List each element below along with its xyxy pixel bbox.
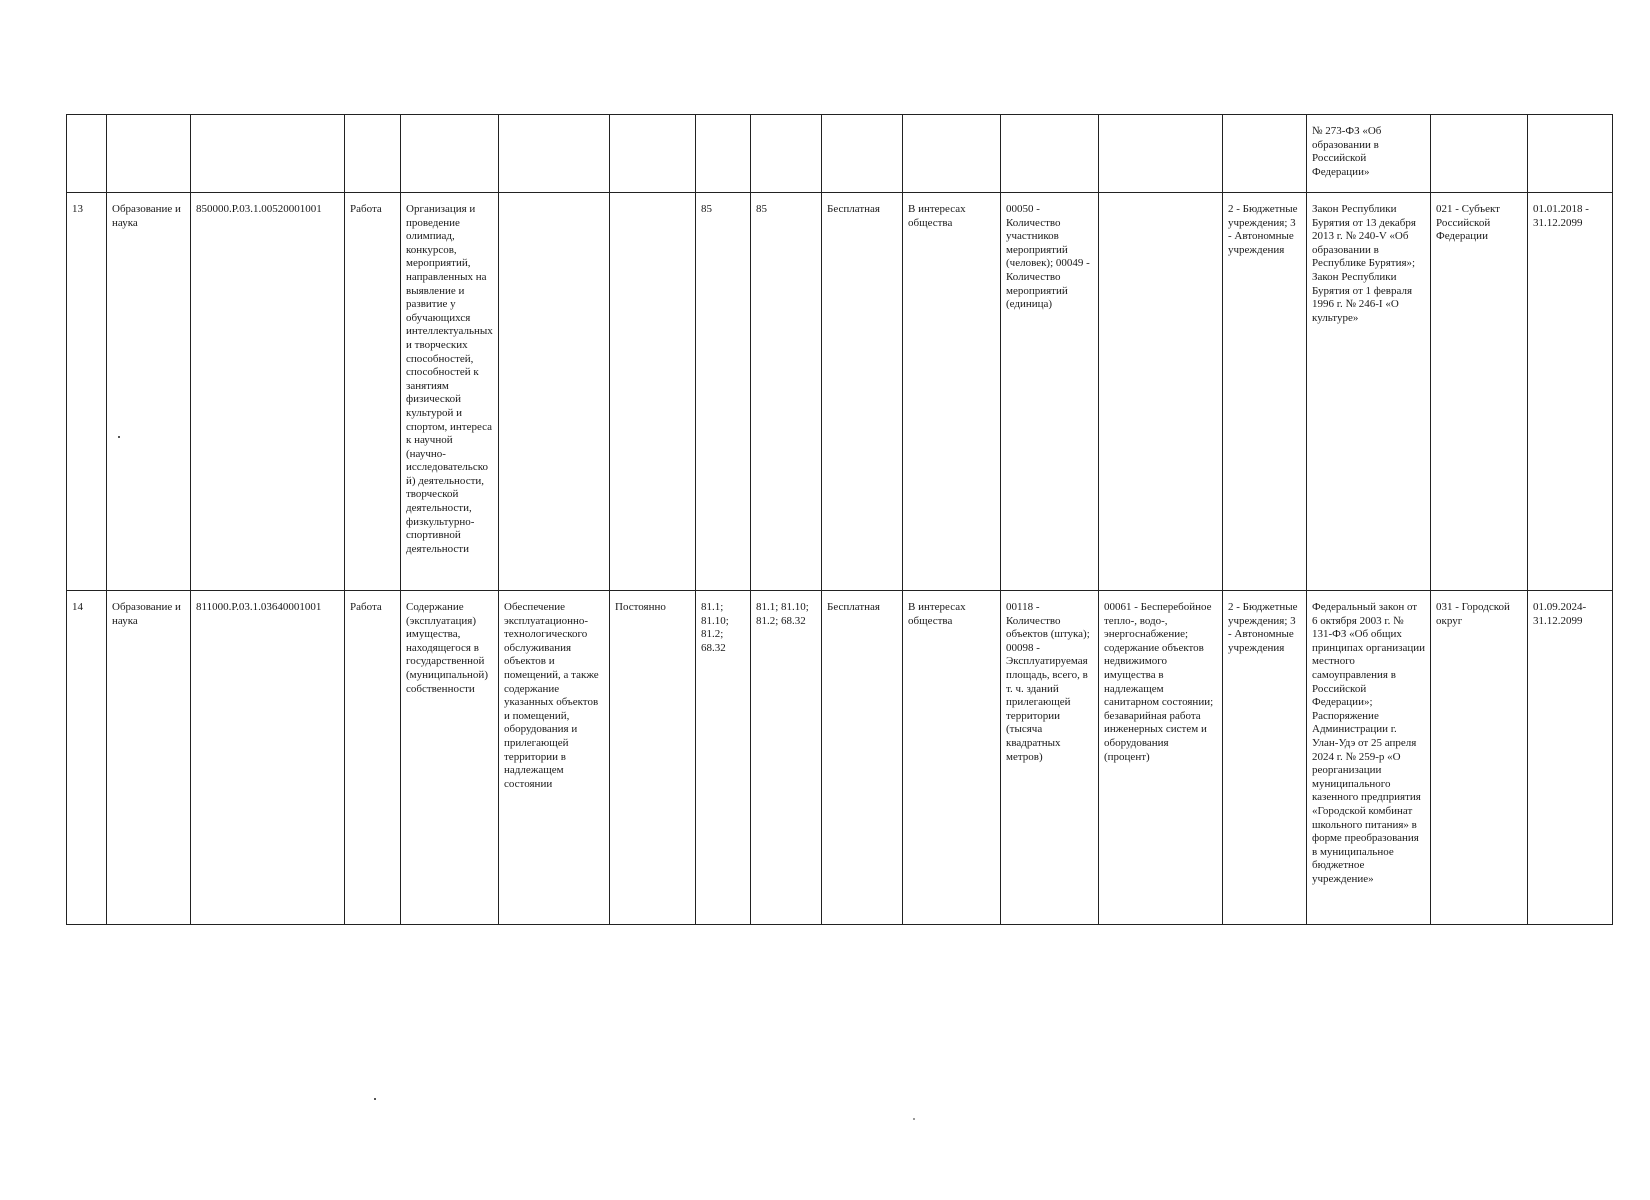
cell-legal-basis: Закон Республики Бурятия от 13 декабря 2013 г. № 240-V «Об образовании в Республике Бурятия»; Закон Республики Бурятия от 1 февраля 1996 г. № 246-I «О культуре»: [1307, 193, 1431, 591]
cell-legal-basis: Федеральный закон от 6 октября 2003 г. № 131-ФЗ «Об общих принципах организации местного самоуправления в Российской Федерации»; Распоряжение Администрации г. Улан-Удэ от 25 апреля 2024 г. № 259-р «О реорганизации муниципального казенного предприятия «Городской комбинат школьного питания» в форме преобразования в муниципальное бюджетное учреждение»: [1307, 591, 1431, 925]
cell-institutions: 2 - Бюджетные учреждения; 3 - Автономные учреждения: [1223, 193, 1307, 591]
cell-content: [499, 193, 610, 591]
cell-number: 13: [67, 193, 107, 591]
table-row: [67, 115, 1613, 193]
cell-sphere: Образование и наука: [107, 193, 191, 591]
cell-consumers: В интересах общества: [903, 193, 1001, 591]
cell-sphere: Образование и наука: [107, 591, 191, 925]
cell-conditions: Постоянно: [610, 591, 696, 925]
cell-type: [345, 115, 401, 193]
cell-institutions: 2 - Бюджетные учреждения; 3 - Автономные учреждения: [1223, 591, 1307, 925]
cell-number: 14: [67, 591, 107, 925]
scan-speck: [913, 1118, 915, 1120]
cell-payment: [822, 115, 903, 193]
cell-name: Организация и проведение олимпиад, конкурсов, мероприятий, направленных на выявление и развитие у обучающихся интеллектуальных и творческих способностей, способностей к занятиям физической культурой и спортом, интереса к научной (научно-исследовательской) деятельности, творческой деятельности, физкультурно-спортивной деятельности: [401, 193, 499, 591]
cell-period: [1528, 115, 1613, 193]
cell-volume: 00118 - Количество объектов (штука); 00098 - Эксплуатируемая площадь, всего, в т. ч. зданий прилегающей территории (тысяча квадратных метров): [1001, 591, 1099, 925]
cell-okved-b: 85: [751, 193, 822, 591]
cell-okved-a: [696, 115, 751, 193]
cell-okved-b: 81.1; 81.10; 81.2; 68.32: [751, 591, 822, 925]
cell-number: [67, 115, 107, 193]
cell-period: 01.01.2018 - 31.12.2099: [1528, 193, 1613, 591]
cell-quality: 00061 - Бесперебойное тепло-, водо-, энергоснабжение; содержание объектов недвижимого имущества в надлежащем санитарном состоянии; безаварийная работа инженерных систем и оборудования (процент): [1099, 591, 1223, 925]
cell-consumers: [903, 115, 1001, 193]
cell-quality: [1099, 115, 1223, 193]
table-row: [67, 591, 1613, 925]
cell-period: 01.09.2024-31.12.2099: [1528, 591, 1613, 925]
cell-name: [401, 115, 499, 193]
cell-consumers: В интересах общества: [903, 591, 1001, 925]
registry-table: [66, 114, 1613, 925]
cell-founder: 021 - Субъект Российской Федерации: [1431, 193, 1528, 591]
cell-conditions: [610, 193, 696, 591]
cell-institutions: [1223, 115, 1307, 193]
cell-content: [499, 115, 610, 193]
cell-founder: 031 - Городской округ: [1431, 591, 1528, 925]
scan-speck: [374, 1098, 376, 1100]
cell-legal-basis: № 273-ФЗ «Об образовании в Российской Федерации»: [1307, 115, 1431, 193]
cell-type: Работа: [345, 193, 401, 591]
cell-code: 850000.Р.03.1.00520001001: [191, 193, 345, 591]
cell-conditions: [610, 115, 696, 193]
cell-sphere: [107, 115, 191, 193]
cell-payment: Бесплатная: [822, 193, 903, 591]
cell-okved-b: [751, 115, 822, 193]
cell-content: Обеспечение эксплуатационно-технологического обслуживания объектов и помещений, а также содержание указанных объектов и помещений, оборудования и прилегающей территории в надлежащем состоянии: [499, 591, 610, 925]
cell-okved-a: 81.1; 81.10; 81.2; 68.32: [696, 591, 751, 925]
cell-payment: Бесплатная: [822, 591, 903, 925]
cell-quality: [1099, 193, 1223, 591]
cell-okved-a: 85: [696, 193, 751, 591]
table-row: [67, 193, 1613, 591]
cell-volume: [1001, 115, 1099, 193]
cell-type: Работа: [345, 591, 401, 925]
cell-volume: 00050 - Количество участников мероприятий (человек); 00049 - Количество мероприятий (единица): [1001, 193, 1099, 591]
cell-code: [191, 115, 345, 193]
cell-name: Содержание (эксплуатация) имущества, находящегося в государственной (муниципальной) собственности: [401, 591, 499, 925]
cell-founder: [1431, 115, 1528, 193]
cell-code: 811000.Р.03.1.03640001001: [191, 591, 345, 925]
scan-speck: [118, 436, 120, 438]
